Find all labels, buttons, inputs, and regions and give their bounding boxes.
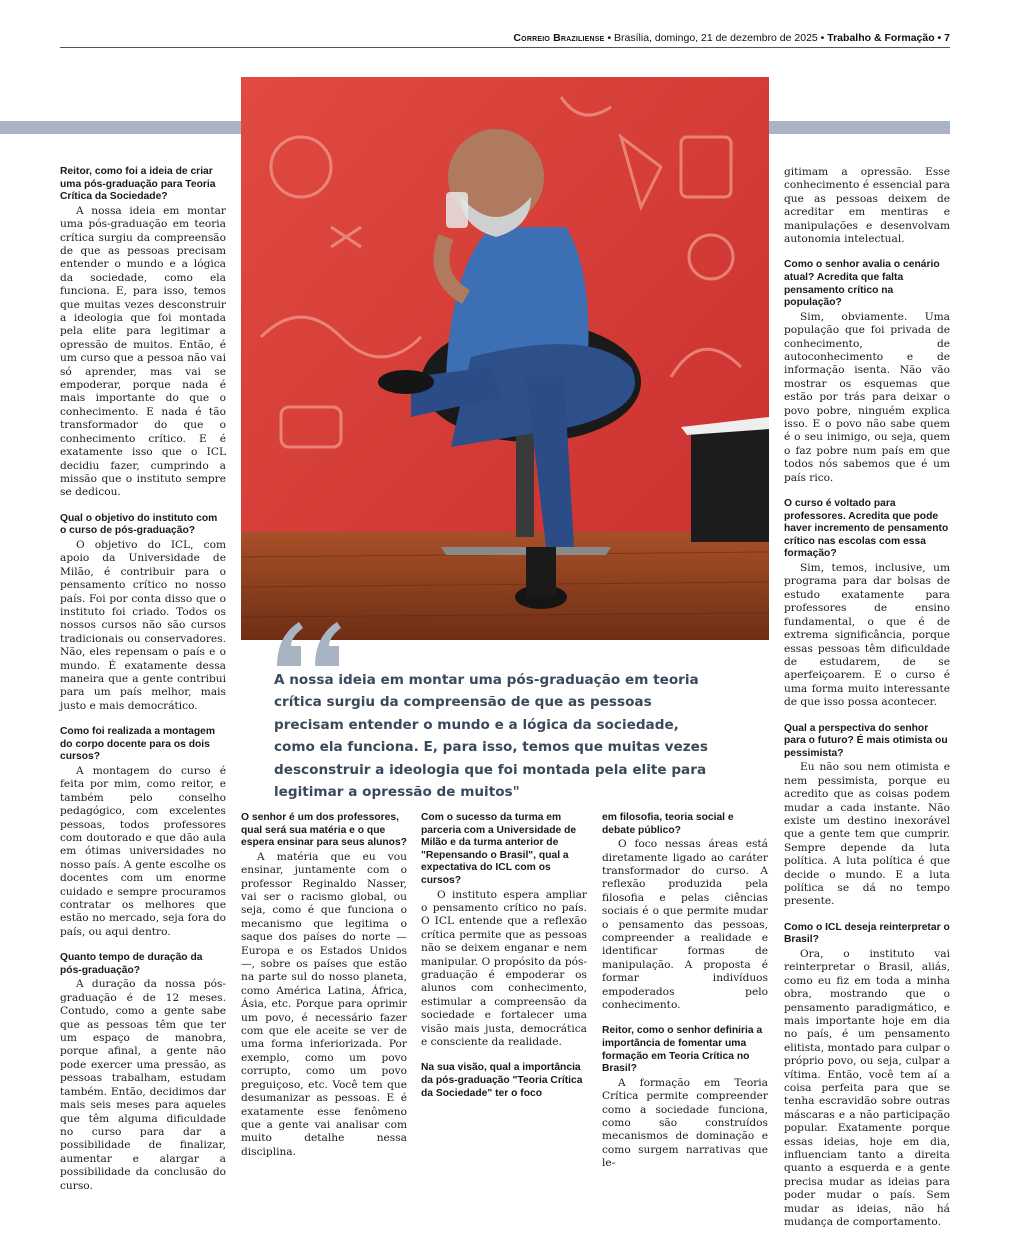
question: Quanto tempo de duração da pós-graduação? <box>60 952 203 976</box>
answer: A duração da nossa pós-graduação é de 12 meses. Contudo, como a gente sabe que as pessoas têm que ter um espaço de manobra, porque afinal, a gente não pode exercer uma pressão, as pessoas trabalham, estudam também. Então, decidimos dar mais seis meses para aqueles que têm alguma dificuldade no curso para dar a possibilidade de finalizar, aumentar e alargar a possibilidade da conclusão do curso. <box>60 978 226 1192</box>
question: Reitor, como o senhor definiria a importância de fomentar uma formação em Teoria Crítica no Brasil? <box>602 1025 763 1075</box>
interview-photo <box>241 77 769 640</box>
question: Como o senhor avalia o cenário atual? Acredita que falta pensamento crítico na população? <box>784 259 940 309</box>
answer: Ora, o instituto vai reinterpretar o Brasil, aliás, como eu fiz em toda a minha obra, mostrando que o pensamento paradigmático, e mais importante hoje em dia no país, é um pensamento elitista, montado para culpar o próprio povo, ou seja, culpar a vítima. Então, você tem aí a coisa perfeita para que se tenha escravidão sobre outras máscaras e a não participação popular. Exatamente porque essas ideias, hoje em dia, influenciam tanto a direita quanto a esquerda e a gente precisa mudar as ideias para poder mudar o país. Sem mudar as ideias, não há mudança de comportamento. <box>784 947 950 1229</box>
column-2 <box>241 812 407 1172</box>
question: em filosofia, teoria social e debate público? <box>602 812 734 836</box>
question: Reitor, como foi a ideia de criar uma pós-graduação para Teoria Crítica da Sociedade? <box>60 166 216 203</box>
header-info: • Brasília, domingo, 21 de dezembro de 2025 • <box>607 32 825 44</box>
answer: A nossa ideia em montar uma pós-graduação em teoria crítica surgiu da compreensão de que as pessoas precisam entender o mundo e a lógica da sociedade, como ela funciona. E, para isso, temos que muitas vezes desconstruir a ideologia que foi montada pela elite para legitimar a opressão de muitos. Então, é um curso que a pessoa não vai só aprender, mas vai se empoderar, porque nada é mais importante do que o conhecimento. E nada é tão transformador do que o conhecimento crítico. E é exatamente isso que o ICL decidiu fazer, cumprindo a missão que o instituto sempre se dedicou. <box>60 204 226 499</box>
question: O curso é voltado para professores. Acredita que pode haver incremento de pensamento crítico nas escolas com essa formação? <box>784 498 949 560</box>
question: O senhor é um dos professores, qual será sua matéria e o que espera ensinar para seus alunos? <box>241 812 407 849</box>
column-3 <box>421 812 587 1101</box>
answer: A montagem do curso é feita por mim, como reitor, e também pelo conselho pedagógico, com excelentes pessoas, todos professores com doutorado e que dão aula em ótimas universidades no nosso país. A gente escolhe os docentes com um enorme cuidado e sempre procuramos contratar os melhores que estão no mercado, seja fora do país, ou aqui dentro. <box>60 764 226 938</box>
question: Com o sucesso da turma em parceria com a Universidade de Milão e da turma anterior de "Repensando o Brasil", qual a expectativa do ICL com os cursos? <box>421 812 577 886</box>
answer: O objetivo do ICL, com apoio da Universidade de Milão, é contribuir para o pensamento crítico no nosso país. Foi por conta disso que o instituto foi criado. Todos os nossos cursos não são cursos tradicionais ou conservadores. Não, eles repensam o país e o mundo. É exatamente dessa maneira que a gente contribui para um país melhor, mais justo e mais democrático. <box>60 538 226 712</box>
column-1 <box>60 166 226 1206</box>
question: Qual o objetivo do instituto com o curso de pós-graduação? <box>60 512 218 537</box>
quote-mark-icon <box>272 618 352 668</box>
answer: Eu não sou nem otimista e nem pessimista, porque eu acredito que as coisas podem mudar a cada instante. Não existe um destino inexorável que a gente tem que cumprir. Sempre depende da luta política. A luta política é que decide o mundo. E a luta política se dá no tempo presente. <box>784 761 950 908</box>
pull-quote: A nossa ideia em montar uma pós-graduação em teoria crítica surgiu da compreensão de que as pessoas precisam entender o mundo e a lógica da sociedade, como ela funciona. E, para isso, temos que muitas vezes desconstruir a ideologia que foi montada pela elite para legitimar a opressão de muitos" <box>274 672 708 801</box>
section-name: Trabalho & Formação <box>827 32 935 44</box>
header-separator: • <box>937 32 942 44</box>
question: Na sua visão, qual a importância da pós-graduação "Teoria Crítica da Sociedade" ter o foco <box>421 1062 583 1099</box>
question: Como foi realizada a montagem do corpo docente para os dois cursos? <box>60 726 216 763</box>
answer: A matéria que eu vou ensinar, juntamente com o professor Reginaldo Nasser, vai ser o racismo global, ou seja, como é que funciona o mecanismo que legitima o saque dos países do norte — Europa e os Estados Unidos —, sobre os países que estão na parte sul do nosso planeta, como América Latina, África, Ásia, etc. Porque para oprimir um povo, é necessário fazer com que ele aceite se ver de uma forma inferiorizada. Por exemplo, como um povo corrupto, como um povo preguiçoso, etc. Você tem que desumanizar as pessoas. E é exatamente esse fenômeno que a gente vai analisar com muito detalhe nessa disciplina. <box>241 850 407 1158</box>
newspaper-name: Correio Braziliense <box>513 32 605 44</box>
answer: Sim, temos, inclusive, um programa para dar bolsas de estudo exatamente para professores de ensino fundamental, o que é de extrema significância, porque essas pessoas têm dificuldade de estudarem, de se aperfeiçoarem. E o curso é uma forma muito interessante de que isso possa acontecer. <box>784 562 950 709</box>
header-rule <box>60 47 950 48</box>
answer: Sim, obviamente. Uma população que foi privada de conhecimento, de autoconhecimento e de informação isenta. Não vão mostrar os esquemas que estão por trás para deixar o povo pobre, ninguém explica isso. E o povo não sabe quem é o seu inimigo, ou seja, quem o faz pobre num país em que todos nós sabemos que é um país rico. <box>784 310 950 484</box>
page-header <box>60 32 950 46</box>
column-5 <box>784 166 950 1243</box>
answer: O foco nessas áreas está diretamente ligado ao caráter transformador do curso. A reflexão produzida pela filosofia e pelas ciências sociais é o que permite mudar o pensamento das pessoas, compreender a realidade e identificar formas de manipulação. A proposta é formar indivíduos empoderados pelo conhecimento. <box>602 838 768 1012</box>
question: Qual a perspectiva do senhor para o futuro? É mais otimista ou pessimista? <box>784 722 948 759</box>
answer: A formação em Teoria Crítica permite compreender como a sociedade funciona, como são construídos mecanismos de dominação e como surgem narrativas que le- <box>602 1076 768 1170</box>
question: Como o ICL deseja reinterpretar o Brasil? <box>784 921 950 946</box>
column-4 <box>602 812 768 1184</box>
answer-continued: gitimam a opressão. Esse conhecimento é essencial para que as pessoas deixem de acreditar em mentiras e manipulações e desenvolvam autonomia intelectual. <box>784 166 950 246</box>
answer: O instituto espera ampliar o pensamento crítico no país. O ICL entende que a reflexão crítica permite que as pessoas não se deixem enganar e nem manipular. O propósito da pós-graduação é empoderar os alunos com conhecimento, estimular a compreensão da sociedade e fortalecer uma visão mais justa, democrática e consciente da realidade. <box>421 888 587 1049</box>
page-number: 7 <box>944 32 950 44</box>
